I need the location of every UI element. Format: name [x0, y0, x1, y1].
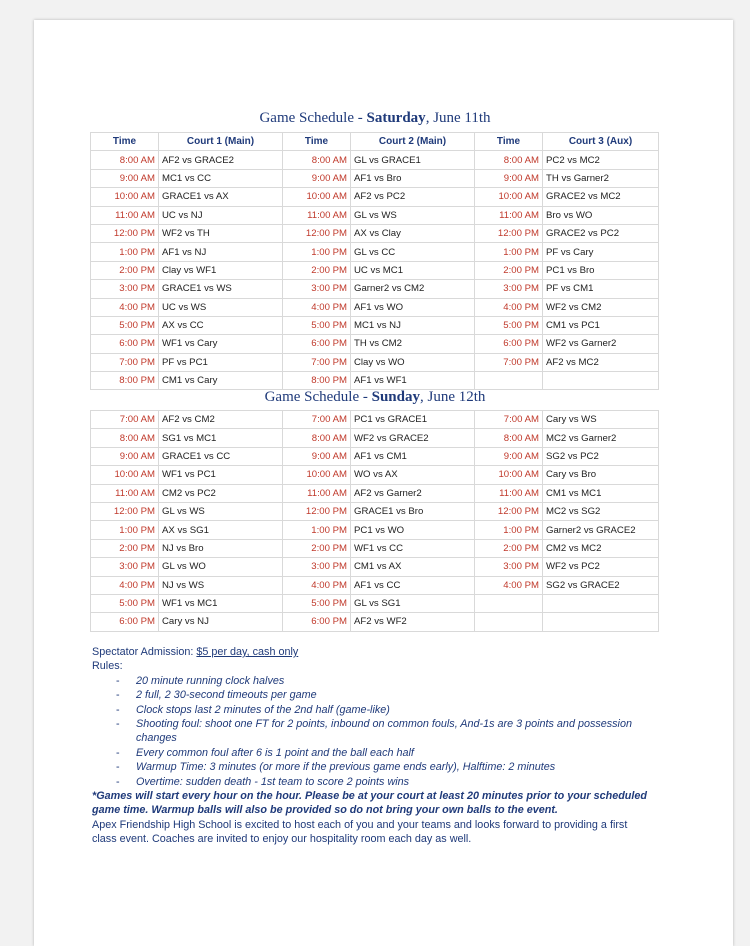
rule-item	[92, 760, 652, 774]
matchup-cell: SG1 vs MC1	[159, 429, 283, 447]
game-time-cell: 4:00 PM	[475, 576, 543, 594]
matchup-cell: CM1 vs Cary	[159, 372, 283, 390]
matchup-cell: AX vs Clay	[351, 224, 475, 242]
table-row	[91, 558, 659, 576]
game-time-cell: 10:00 AM	[475, 466, 543, 484]
rule-text: Every common foul after 6 is 1 point and the ball each half	[136, 746, 414, 759]
game-time-cell: 6:00 PM	[283, 335, 351, 353]
game-time-cell: 10:00 AM	[91, 466, 159, 484]
rules-label: Rules:	[92, 660, 123, 673]
game-time-cell: 6:00 PM	[283, 613, 351, 631]
table-row	[91, 594, 659, 612]
matchup-cell: GRACE2 vs PC2	[543, 224, 659, 242]
game-time-cell: 4:00 PM	[283, 298, 351, 316]
game-time-cell: 8:00 AM	[283, 151, 351, 169]
matchup-cell: WF1 vs Cary	[159, 335, 283, 353]
matchup-cell: GL vs CC	[351, 243, 475, 261]
matchup-cell: WF2 vs Garner2	[543, 335, 659, 353]
game-time-cell: 5:00 PM	[91, 316, 159, 334]
rule-text: Overtime: sudden death - 1st team to score 2 points wins	[136, 775, 410, 788]
game-time-cell: 11:00 AM	[91, 206, 159, 224]
game-time-cell: 7:00 AM	[283, 411, 351, 429]
matchup-cell: Garner2 vs GRACE2	[543, 521, 659, 539]
matchup-cell: PF vs CM1	[543, 280, 659, 298]
game-time-cell: 8:00 AM	[283, 429, 351, 447]
matchup-cell: GRACE1 vs AX	[159, 188, 283, 206]
matchup-cell: PC1 vs GRACE1	[351, 411, 475, 429]
matchup-cell	[543, 372, 659, 390]
matchup-cell: CM1 vs AX	[351, 558, 475, 576]
matchup-cell: AF1 vs Bro	[351, 169, 475, 187]
table-row	[91, 521, 659, 539]
game-time-cell: 10:00 AM	[91, 188, 159, 206]
bullet-dash: -	[116, 746, 120, 759]
game-time-cell: 7:00 AM	[91, 411, 159, 429]
sunday-title-date: , June 12th	[420, 389, 486, 405]
table-row	[91, 411, 659, 429]
game-time-cell: 3:00 PM	[475, 558, 543, 576]
matchup-cell: Cary vs NJ	[159, 613, 283, 631]
saturday-title-date: , June 11th	[425, 110, 491, 126]
table-header-row	[91, 133, 659, 151]
matchup-cell: AF2 vs Garner2	[351, 484, 475, 502]
game-time-cell: 12:00 PM	[283, 502, 351, 520]
table-row	[91, 169, 659, 187]
table-row	[91, 447, 659, 465]
matchup-cell: PF vs PC1	[159, 353, 283, 371]
matchup-cell: SG2 vs PC2	[543, 447, 659, 465]
matchup-cell: CM1 vs MC1	[543, 484, 659, 502]
matchup-cell: AF2 vs PC2	[351, 188, 475, 206]
table-row	[91, 613, 659, 631]
game-time-cell: 8:00 PM	[91, 372, 159, 390]
game-time-cell: 12:00 PM	[91, 502, 159, 520]
rule-item	[92, 717, 652, 746]
matchup-cell: WF2 vs CM2	[543, 298, 659, 316]
matchup-cell: AF2 vs WF2	[351, 613, 475, 631]
matchup-cell: WF1 vs CC	[351, 539, 475, 557]
matchup-cell: GRACE1 vs Bro	[351, 502, 475, 520]
table-row	[91, 316, 659, 334]
matchup-cell: MC1 vs CC	[159, 169, 283, 187]
admission-line	[92, 645, 652, 659]
game-time-cell: 9:00 AM	[475, 169, 543, 187]
matchup-cell: CM2 vs PC2	[159, 484, 283, 502]
matchup-cell: Bro vs WO	[543, 206, 659, 224]
game-time-cell: 8:00 AM	[91, 151, 159, 169]
matchup-cell: NJ vs Bro	[159, 539, 283, 557]
game-time-cell: 8:00 AM	[91, 429, 159, 447]
table-row	[91, 206, 659, 224]
admission-value: $5 per day, cash only	[196, 646, 299, 658]
table-row	[91, 429, 659, 447]
game-time-cell: 10:00 AM	[283, 466, 351, 484]
matchup-cell: AF1 vs WF1	[351, 372, 475, 390]
game-time-cell: 9:00 AM	[91, 169, 159, 187]
game-time-cell	[475, 613, 543, 631]
matchup-cell: GL vs WS	[351, 206, 475, 224]
sunday-title-prefix: Game Schedule -	[264, 389, 372, 405]
game-time-cell: 2:00 PM	[91, 539, 159, 557]
table-row	[91, 280, 659, 298]
saturday-title	[0, 110, 750, 127]
sunday-schedule-table	[90, 410, 659, 632]
matchup-cell: GRACE1 vs WS	[159, 280, 283, 298]
game-time-cell: 4:00 PM	[475, 298, 543, 316]
game-time-cell: 3:00 PM	[475, 280, 543, 298]
rule-item	[92, 746, 652, 760]
matchup-cell: CM1 vs PC1	[543, 316, 659, 334]
matchup-cell: UC vs NJ	[159, 206, 283, 224]
game-time-cell: 10:00 AM	[283, 188, 351, 206]
game-time-cell: 3:00 PM	[91, 558, 159, 576]
matchup-cell: MC2 vs SG2	[543, 502, 659, 520]
game-time-cell: 11:00 AM	[475, 484, 543, 502]
matchup-cell: Cary vs Bro	[543, 466, 659, 484]
matchup-cell: AF1 vs CC	[351, 576, 475, 594]
bullet-dash: -	[116, 703, 120, 716]
sunday-title	[0, 389, 750, 406]
matchup-cell: PF vs Cary	[543, 243, 659, 261]
matchup-cell: GRACE2 vs MC2	[543, 188, 659, 206]
table-row	[91, 224, 659, 242]
game-time-cell: 9:00 AM	[283, 447, 351, 465]
header-time-3: Time	[475, 133, 543, 151]
header-time-1: Time	[91, 133, 159, 151]
game-time-cell: 9:00 AM	[475, 447, 543, 465]
table-row	[91, 188, 659, 206]
game-time-cell: 6:00 PM	[91, 335, 159, 353]
matchup-cell: UC vs MC1	[351, 261, 475, 279]
arrival-note: *Games will start every hour on the hour. Please be at your court at least 20 minutes prior to your scheduled game time. Warmup balls will also be provided so do not bring your own balls to the event.	[92, 790, 647, 817]
game-time-cell: 7:00 AM	[475, 411, 543, 429]
saturday-schedule-table	[90, 132, 659, 390]
rule-item	[92, 674, 652, 688]
matchup-cell: AF2 vs MC2	[543, 353, 659, 371]
game-time-cell: 1:00 PM	[475, 243, 543, 261]
rule-item	[92, 703, 652, 717]
table-row	[91, 261, 659, 279]
matchup-cell: WO vs AX	[351, 466, 475, 484]
matchup-cell: AF2 vs CM2	[159, 411, 283, 429]
game-time-cell: 3:00 PM	[91, 280, 159, 298]
matchup-cell: GL vs GRACE1	[351, 151, 475, 169]
sunday-title-day: Sunday	[371, 389, 420, 405]
game-time-cell: 8:00 AM	[475, 151, 543, 169]
matchup-cell: Clay vs WO	[351, 353, 475, 371]
matchup-cell: WF2 vs GRACE2	[351, 429, 475, 447]
matchup-cell	[543, 594, 659, 612]
game-time-cell: 12:00 PM	[475, 224, 543, 242]
matchup-cell: AF1 vs CM1	[351, 447, 475, 465]
table-row	[91, 372, 659, 390]
matchup-cell: NJ vs WS	[159, 576, 283, 594]
game-time-cell	[475, 594, 543, 612]
matchup-cell: PC1 vs WO	[351, 521, 475, 539]
table-row	[91, 243, 659, 261]
table-row	[91, 576, 659, 594]
matchup-cell: GL vs WS	[159, 502, 283, 520]
header-court-1: Court 1 (Main)	[159, 133, 283, 151]
matchup-cell: Cary vs WS	[543, 411, 659, 429]
header-court-2: Court 2 (Main)	[351, 133, 475, 151]
matchup-cell: GL vs SG1	[351, 594, 475, 612]
matchup-cell: CM2 vs MC2	[543, 539, 659, 557]
matchup-cell: AX vs SG1	[159, 521, 283, 539]
game-time-cell: 4:00 PM	[91, 298, 159, 316]
game-time-cell: 11:00 AM	[283, 484, 351, 502]
rule-text: 20 minute running clock halves	[136, 674, 285, 687]
matchup-cell: GL vs WO	[159, 558, 283, 576]
saturday-title-day: Saturday	[366, 110, 426, 126]
matchup-cell: PC1 vs Bro	[543, 261, 659, 279]
matchup-cell: Clay vs WF1	[159, 261, 283, 279]
game-time-cell: 5:00 PM	[475, 316, 543, 334]
game-time-cell: 5:00 PM	[91, 594, 159, 612]
matchup-cell	[543, 613, 659, 631]
bullet-dash: -	[116, 689, 120, 702]
table-row	[91, 353, 659, 371]
rule-text: 2 full, 2 30-second timeouts per game	[136, 689, 317, 702]
game-time-cell: 1:00 PM	[91, 521, 159, 539]
matchup-cell: TH vs Garner2	[543, 169, 659, 187]
game-time-cell	[475, 372, 543, 390]
game-time-cell: 12:00 PM	[475, 502, 543, 520]
matchup-cell: WF2 vs PC2	[543, 558, 659, 576]
header-time-2: Time	[283, 133, 351, 151]
game-time-cell: 1:00 PM	[91, 243, 159, 261]
game-time-cell: 9:00 AM	[283, 169, 351, 187]
game-time-cell: 7:00 PM	[91, 353, 159, 371]
matchup-cell: UC vs WS	[159, 298, 283, 316]
matchup-cell: MC1 vs NJ	[351, 316, 475, 334]
table-row	[91, 466, 659, 484]
game-time-cell: 8:00 AM	[475, 429, 543, 447]
game-time-cell: 2:00 PM	[283, 261, 351, 279]
table-row	[91, 335, 659, 353]
matchup-cell: PC2 vs MC2	[543, 151, 659, 169]
rule-text: Clock stops last 2 minutes of the 2nd half (game-like)	[136, 703, 390, 716]
matchup-cell: AF1 vs NJ	[159, 243, 283, 261]
saturday-title-prefix: Game Schedule -	[259, 110, 367, 126]
game-time-cell: 7:00 PM	[283, 353, 351, 371]
game-time-cell: 1:00 PM	[283, 243, 351, 261]
matchup-cell: WF2 vs TH	[159, 224, 283, 242]
game-time-cell: 1:00 PM	[283, 521, 351, 539]
matchup-cell: SG2 vs GRACE2	[543, 576, 659, 594]
matchup-cell: AF1 vs WO	[351, 298, 475, 316]
game-time-cell: 2:00 PM	[475, 261, 543, 279]
matchup-cell: TH vs CM2	[351, 335, 475, 353]
game-time-cell: 8:00 PM	[283, 372, 351, 390]
table-row	[91, 151, 659, 169]
matchup-cell: AF2 vs GRACE2	[159, 151, 283, 169]
game-time-cell: 3:00 PM	[283, 280, 351, 298]
game-time-cell: 11:00 AM	[91, 484, 159, 502]
rule-item	[92, 775, 652, 789]
game-time-cell: 2:00 PM	[91, 261, 159, 279]
bullet-dash: -	[116, 761, 120, 774]
game-time-cell: 5:00 PM	[283, 594, 351, 612]
table-row	[91, 484, 659, 502]
game-time-cell: 10:00 AM	[475, 188, 543, 206]
game-time-cell: 7:00 PM	[475, 353, 543, 371]
game-time-cell: 9:00 AM	[91, 447, 159, 465]
closing-text: Apex Friendship High School is excited to host each of you and your teams and looks forward to providing a first class event. Coaches are invited to enjoy our hospitality room each day as well.	[92, 818, 628, 846]
game-time-cell: 2:00 PM	[283, 539, 351, 557]
game-time-cell: 6:00 PM	[91, 613, 159, 631]
matchup-cell: MC2 vs Garner2	[543, 429, 659, 447]
bullet-dash: -	[116, 775, 120, 788]
game-time-cell: 2:00 PM	[475, 539, 543, 557]
game-time-cell: 1:00 PM	[475, 521, 543, 539]
bullet-dash: -	[116, 674, 120, 687]
game-time-cell: 11:00 AM	[283, 206, 351, 224]
table-row	[91, 539, 659, 557]
game-time-cell: 11:00 AM	[475, 206, 543, 224]
bullet-dash: -	[116, 718, 120, 731]
game-time-cell: 5:00 PM	[283, 316, 351, 334]
game-time-cell: 12:00 PM	[91, 224, 159, 242]
matchup-cell: AX vs CC	[159, 316, 283, 334]
event-info	[92, 645, 652, 847]
matchup-cell: WF1 vs PC1	[159, 466, 283, 484]
game-time-cell: 12:00 PM	[283, 224, 351, 242]
table-row	[91, 502, 659, 520]
table-row	[91, 298, 659, 316]
rule-text: Shooting foul: shoot one FT for 2 points, inbound on common fouls, And-1s are 3 points and possession changes	[136, 718, 632, 745]
rules-list	[92, 674, 652, 789]
matchup-cell: Garner2 vs CM2	[351, 280, 475, 298]
header-court-3: Court 3 (Aux)	[543, 133, 659, 151]
rule-item	[92, 688, 652, 702]
matchup-cell: WF1 vs MC1	[159, 594, 283, 612]
matchup-cell: GRACE1 vs CC	[159, 447, 283, 465]
game-time-cell: 4:00 PM	[283, 576, 351, 594]
game-time-cell: 3:00 PM	[283, 558, 351, 576]
game-time-cell: 4:00 PM	[91, 576, 159, 594]
admission-label: Spectator Admission:	[92, 646, 197, 658]
game-time-cell: 6:00 PM	[475, 335, 543, 353]
rule-text: Warmup Time: 3 minutes (or more if the previous game ends early), Halftime: 2 minutes	[136, 761, 556, 774]
